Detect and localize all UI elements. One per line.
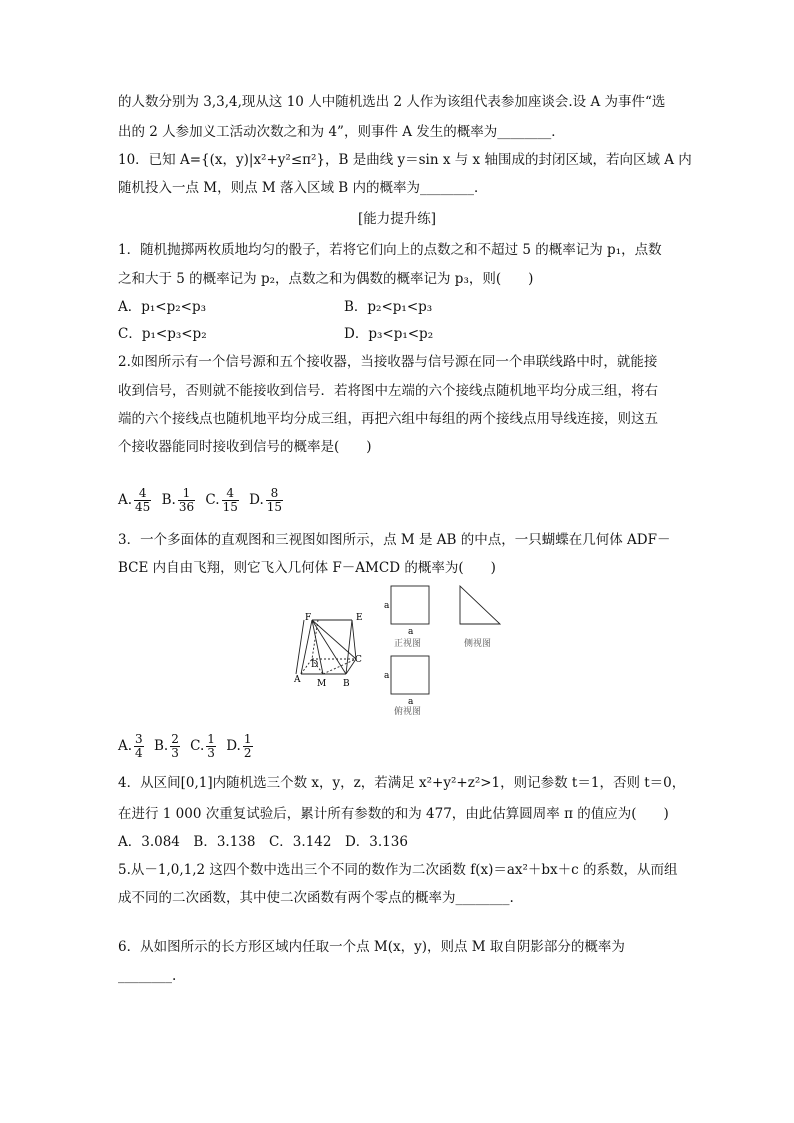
vertex-label-c: C <box>355 655 362 665</box>
question-2-line2: 收到信号，否则就不能接收到信号．若将图中左端的六个接线点随机地平均分成三组，将右 <box>118 383 658 399</box>
side-view-triangle <box>460 586 500 624</box>
top-view-side-label: a <box>384 671 390 681</box>
q3-option: A. $\frac{3}{4}$ <box>118 732 143 760</box>
top-view-bottom-label: a <box>408 697 414 707</box>
question-10-line1: 10．已知 A={(x，y)|x²+y²≤π²}，B 是曲线 y＝sin x 与 x 轴围成的封闭区域，若向区域 A 内 <box>118 152 692 168</box>
section-heading: [能力提升练] <box>357 211 437 227</box>
q1-option-a: A．p₁<p₂<p₃ <box>118 299 207 315</box>
top-view-caption: 俯视图 <box>394 707 422 717</box>
question-4-line1: 4．从区间[0,1]内随机选三个数 x，y，z，若满足 x²+y²+z²>1，则记参数 t＝1，否则 t＝0， <box>118 775 686 791</box>
polyhedron-drawing <box>296 620 356 674</box>
front-view-square <box>391 586 429 624</box>
q3-option: D. $\frac{1}{2}$ <box>226 732 252 760</box>
vertex-label-f: F <box>305 613 312 623</box>
question-6-line2: ________. <box>118 968 177 984</box>
question-10-line2: 随机投入一点 M，则点 M 落入区域 B 内的概率为________． <box>118 180 488 196</box>
vertex-label-e: E <box>356 613 363 623</box>
text-line: 的人数分别为 3,3,4,现从这 10 人中随机选出 2 人作为该组代表参加座谈会.设 A 为事件“选 <box>118 94 666 110</box>
front-view-side-label: a <box>384 601 390 611</box>
vertex-label-b: B <box>343 679 350 689</box>
question-5-line2: 成不同的二次函数，其中使二次函数有两个零点的概率为________. <box>118 890 514 906</box>
polyhedron-figure <box>290 582 510 717</box>
q4-options: A．3.084 B．3.138 C．3.142 D．3.136 <box>118 834 408 850</box>
vertex-label-d: D <box>311 660 319 670</box>
q2-option: C. $\frac{4}{15}$ <box>205 486 238 514</box>
q1-option-c: C．p₁<p₃<p₂ <box>118 326 207 342</box>
q2-option: B. $\frac{1}{36}$ <box>161 486 195 514</box>
q1-option-b: B．p₂<p₁<p₃ <box>344 299 433 315</box>
front-view-bottom-label: a <box>408 627 414 637</box>
q1-option-d: D．p₃<p₁<p₂ <box>344 326 434 342</box>
front-view-caption: 正视图 <box>394 639 422 649</box>
question-1-line2: 之和大于 5 的概率记为 p₂，点数之和为偶数的概率记为 p₃，则( ) <box>118 271 534 287</box>
question-2-line1: 2.如图所示有一个信号源和五个接收器，当接收器与信号源在同一个串联线路中时，就能接 <box>118 354 658 370</box>
question-5-line1: 5.从－1,0,1,2 这四个数中选出三个不同的数作为二次函数 f(x)＝ax²＋bx＋c 的系数，从而组 <box>118 862 678 878</box>
question-2-line4: 个接收器能同时接收到信号的概率是( ) <box>118 439 372 455</box>
question-4-line2: 在进行 1 000 次重复试验后，累计所有参数的和为 477，由此估算圆周率 π 的值应为( ) <box>118 806 669 822</box>
question-3-line1: 3．一个多面体的直观图和三视图如图所示，点 M 是 AB 的中点，一只蝴蝶在几何体 ADF－ <box>118 532 671 548</box>
top-view-square <box>391 656 429 694</box>
q3-option: C. $\frac{1}{3}$ <box>190 732 215 760</box>
question-6-line1: 6．从如图所示的长方形区域内任取一个点 M(x，y)，则点 M 取自阴影部分的概率为 <box>118 939 625 955</box>
question-2-line3: 端的六个接线点也随机地平均分成三组，再把六组中每组的两个接线点用导线连接，则这五 <box>118 411 658 427</box>
side-view-caption: 侧视图 <box>464 639 492 649</box>
q2-options <box>118 487 289 514</box>
question-1-line1: 1．随机抛掷两枚质地均匀的骰子，若将它们向上的点数之和不超过 5 的概率记为 p₁，点数 <box>118 242 662 258</box>
question-3-line2: BCE 内自由飞翔，则它飞入几何体 F－AMCD 的概率为( ) <box>118 560 496 576</box>
q3-options <box>118 733 259 760</box>
q2-option: D. $\frac{8}{15}$ <box>249 486 283 514</box>
text-line: 出的 2 人参加义工活动次数之和为 4”，则事件 A 发生的概率为________． <box>118 124 565 140</box>
q2-option: A. $\frac{4}{45}$ <box>118 486 151 514</box>
vertex-label-m: M <box>317 679 327 689</box>
vertex-label-a: A <box>294 675 301 685</box>
q3-option: B. $\frac{2}{3}$ <box>153 732 179 760</box>
